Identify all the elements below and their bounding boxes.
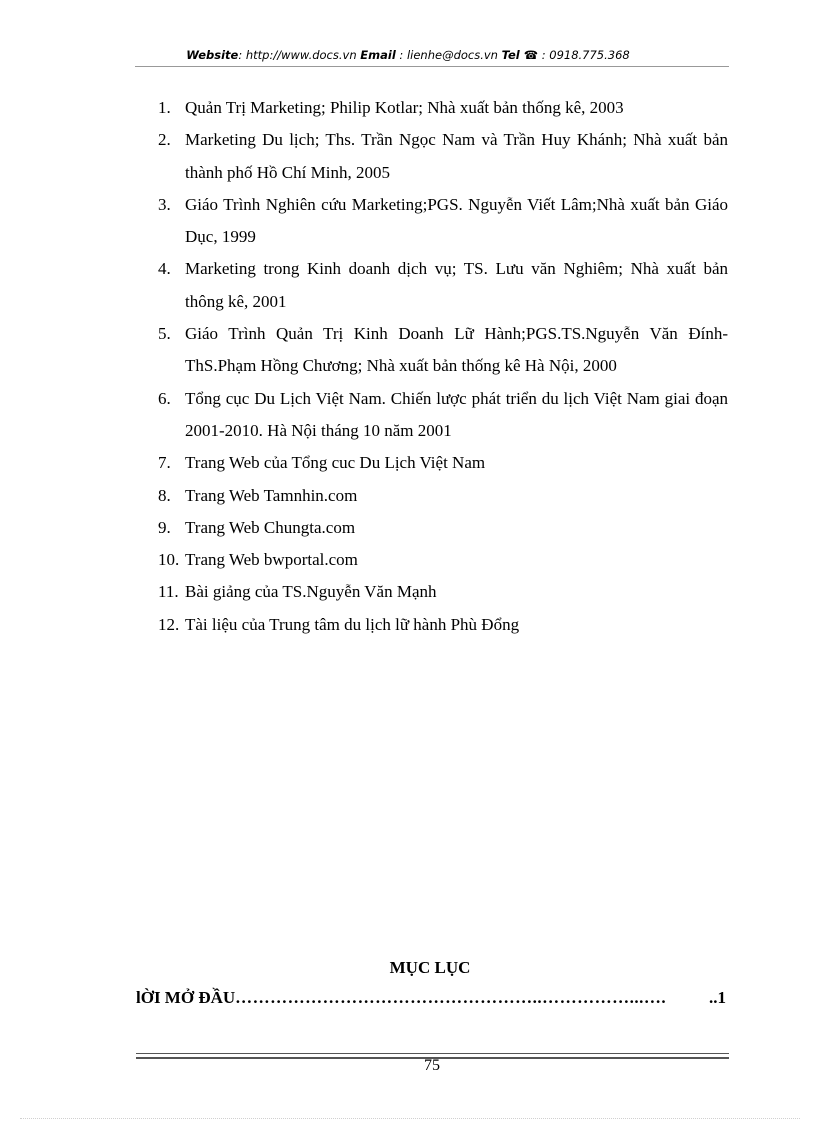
list-item	[158, 576, 728, 608]
list-item-number: 4.	[158, 259, 171, 279]
list-item-text: Bài giảng của TS.Nguyễn Văn Mạnh	[185, 582, 437, 602]
website-label: Website	[186, 48, 239, 62]
footer-divider	[136, 1053, 729, 1054]
toc-entry-leader: ……………………………………………..……………...….	[235, 988, 667, 1007]
toc-entry-page: ..1	[709, 988, 726, 1007]
list-item-text: Tài liệu của Trung tâm du lịch lữ hành Phù Đổng	[185, 614, 520, 634]
email-value: : lienhe@docs.vn	[395, 48, 502, 62]
website-value: : http://www.docs.vn	[238, 48, 361, 62]
list-item-number: 5.	[158, 324, 171, 344]
list-item-number: 12.	[158, 614, 180, 634]
list-item-text: Tổng cục Du Lịch Việt Nam. Chiến lược phát triển du lịch Việt Nam giai đoạn 2001-2010. Hà Nội tháng 10 năm 2001	[185, 388, 728, 440]
list-item-number: 6.	[158, 388, 171, 408]
list-item-number: 10.	[158, 550, 180, 570]
list-item-text: Trang Web Chungta.com	[185, 517, 356, 537]
list-item-text: Trang Web bwportal.com	[185, 550, 358, 570]
tel-value: : 0918.775.368	[538, 48, 630, 62]
list-item	[158, 480, 728, 512]
list-item	[158, 544, 728, 576]
list-item	[158, 383, 728, 448]
toc-title: MỤC LỤC	[389, 958, 471, 977]
header-divider	[135, 66, 729, 67]
tel-label: Tel ☎	[501, 48, 539, 62]
list-item	[158, 124, 728, 189]
list-item	[158, 318, 728, 383]
list-item	[158, 512, 728, 544]
list-item-number: 3.	[158, 194, 171, 214]
page-header	[0, 48, 816, 62]
list-item	[158, 253, 728, 318]
list-item-text: Giáo Trình Nghiên cứu Marketing;PGS. Nguyễn Viết Lâm;Nhà xuất bản Giáo Dục, 1999	[185, 194, 728, 247]
list-item-number: 8.	[158, 485, 171, 505]
toc-entry[interactable]	[136, 988, 726, 1008]
list-item	[158, 92, 728, 124]
list-item	[158, 609, 728, 641]
page-edge	[20, 1118, 800, 1119]
list-item-number: 2.	[158, 130, 171, 150]
list-item-number: 1.	[158, 98, 171, 117]
email-label: Email	[360, 48, 396, 62]
reference-list	[158, 92, 728, 641]
list-item-text: Marketing Du lịch; Ths. Trần Ngọc Nam và Trần Huy Khánh; Nhà xuất bản thành phố Hồ Chí Minh, 2005	[185, 130, 728, 182]
list-item	[158, 447, 728, 479]
list-item-text: Giáo Trình Quản Trị Kinh Doanh Lữ Hành;PGS.TS.Nguyễn Văn Đính- ThS.Phạm Hồng Chương; Nhà xuất bản thống kê Hà Nội, 2000	[185, 324, 728, 376]
list-item-text: Trang Web Tamnhin.com	[185, 485, 358, 505]
toc-entry-label: lỜI MỞ ĐẦU	[136, 988, 236, 1007]
list-item-number: 7.	[158, 453, 171, 473]
list-item-number: 9.	[158, 517, 171, 537]
list-item	[158, 189, 728, 254]
list-item-text: Marketing trong Kinh doanh dịch vụ; TS. Lưu văn Nghiêm; Nhà xuất bản thông kê, 2001	[185, 259, 728, 311]
list-item-text: Quản Trị Marketing; Philip Kotlar; Nhà xuất bản thống kê, 2003	[185, 98, 624, 117]
page-number: 75	[424, 1057, 440, 1074]
list-item-text: Trang Web của Tổng cuc Du Lịch Việt Nam	[185, 453, 486, 473]
list-item-number: 11.	[158, 582, 179, 602]
